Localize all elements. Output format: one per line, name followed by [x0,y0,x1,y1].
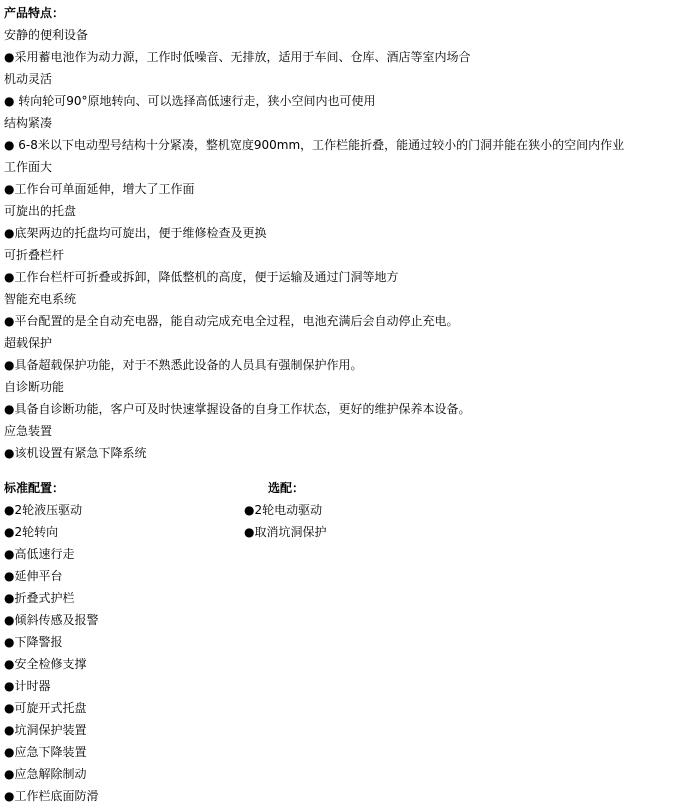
standard-config-item: ●2轮转向 [4,525,59,539]
configuration-section [4,477,680,807]
optional-config-column [244,477,484,543]
feature-title: 应急装置 [4,424,53,438]
feature-description: ●平台配置的是全自动充电器，能自动完成充电全过程，电池充满后会自动停止充电。 [4,314,459,328]
standard-config-item: ●下降警报 [4,635,63,649]
feature-block-large-platform [4,156,680,200]
standard-config-item: ●应急解除制动 [4,767,87,781]
feature-description: ●具备自诊断功能，客户可及时快速掌握设备的自身工作状态，更好的维护保养本设备。 [4,402,471,416]
standard-config-item: ●延伸平台 [4,569,63,583]
standard-config-item: ●高低速行走 [4,547,75,561]
feature-block-self-diagnosis [4,376,680,420]
feature-block-emergency [4,420,680,464]
feature-description: ●具备超载保护功能，对于不熟悉此设备的人员具有强制保护作用。 [4,358,363,372]
document-body [4,2,680,807]
feature-description: ●工作台可单面延伸，增大了工作面 [4,182,195,196]
feature-description: ●底架两边的托盘均可旋出，便于维修检查及更换 [4,226,267,240]
feature-description: ● 6-8米以下电动型号结构十分紧凑，整机宽度900mm，工作栏能折叠，能通过较小的门洞并能在狭小的空间内作业 [4,138,625,152]
standard-config-item: ●应急下降装置 [4,745,87,759]
feature-block-compact [4,112,680,156]
feature-title: 工作面大 [4,160,53,174]
standard-config-heading: 标准配置： [4,481,65,495]
feature-title: 机动灵活 [4,72,53,86]
optional-config-heading: 选配： [268,481,305,495]
standard-config-item: ●工作栏底面防滑 [4,789,99,803]
feature-block-quiet [4,24,680,68]
feature-block-maneuverable [4,68,680,112]
feature-block-smart-charging [4,288,680,332]
standard-config-column [4,477,244,807]
feature-description: ●工作台栏杆可折叠或拆卸，降低整机的高度，便于运输及通过门洞等地方 [4,270,399,284]
feature-title: 安静的便利设备 [4,28,89,42]
feature-description: ●该机设置有紧急下降系统 [4,446,147,460]
standard-config-item: ●安全检修支撑 [4,657,87,671]
standard-config-item: ●折叠式护栏 [4,591,75,605]
standard-config-item: ●2轮液压驱动 [4,503,83,517]
section-spacer [4,464,680,477]
feature-block-swing-out-trays [4,200,680,244]
feature-title: 可折叠栏杆 [4,248,65,262]
feature-title: 智能充电系统 [4,292,77,306]
feature-block-overload-protection [4,332,680,376]
feature-title: 结构紧凑 [4,116,53,130]
optional-config-item: ●取消坑洞保护 [244,525,327,539]
optional-config-item: ●2轮电动驱动 [244,503,323,517]
feature-block-folding-rails [4,244,680,288]
feature-description: ● 转向轮可90°原地转向、可以选择高低速行走，狭小空间内也可使用 [4,94,376,108]
standard-config-item: ●可旋开式托盘 [4,701,87,715]
standard-config-item: ●计时器 [4,679,51,693]
features-heading: 产品特点： [4,6,65,20]
feature-title: 自诊断功能 [4,380,65,394]
standard-config-item: ●坑洞保护装置 [4,723,87,737]
feature-description: ●采用蓄电池作为动力源，工作时低噪音、无排放，适用于车间、仓库、酒店等室内场合 [4,50,471,64]
feature-title: 可旋出的托盘 [4,204,77,218]
standard-config-item: ●倾斜传感及报警 [4,613,99,627]
feature-title: 超载保护 [4,336,53,350]
